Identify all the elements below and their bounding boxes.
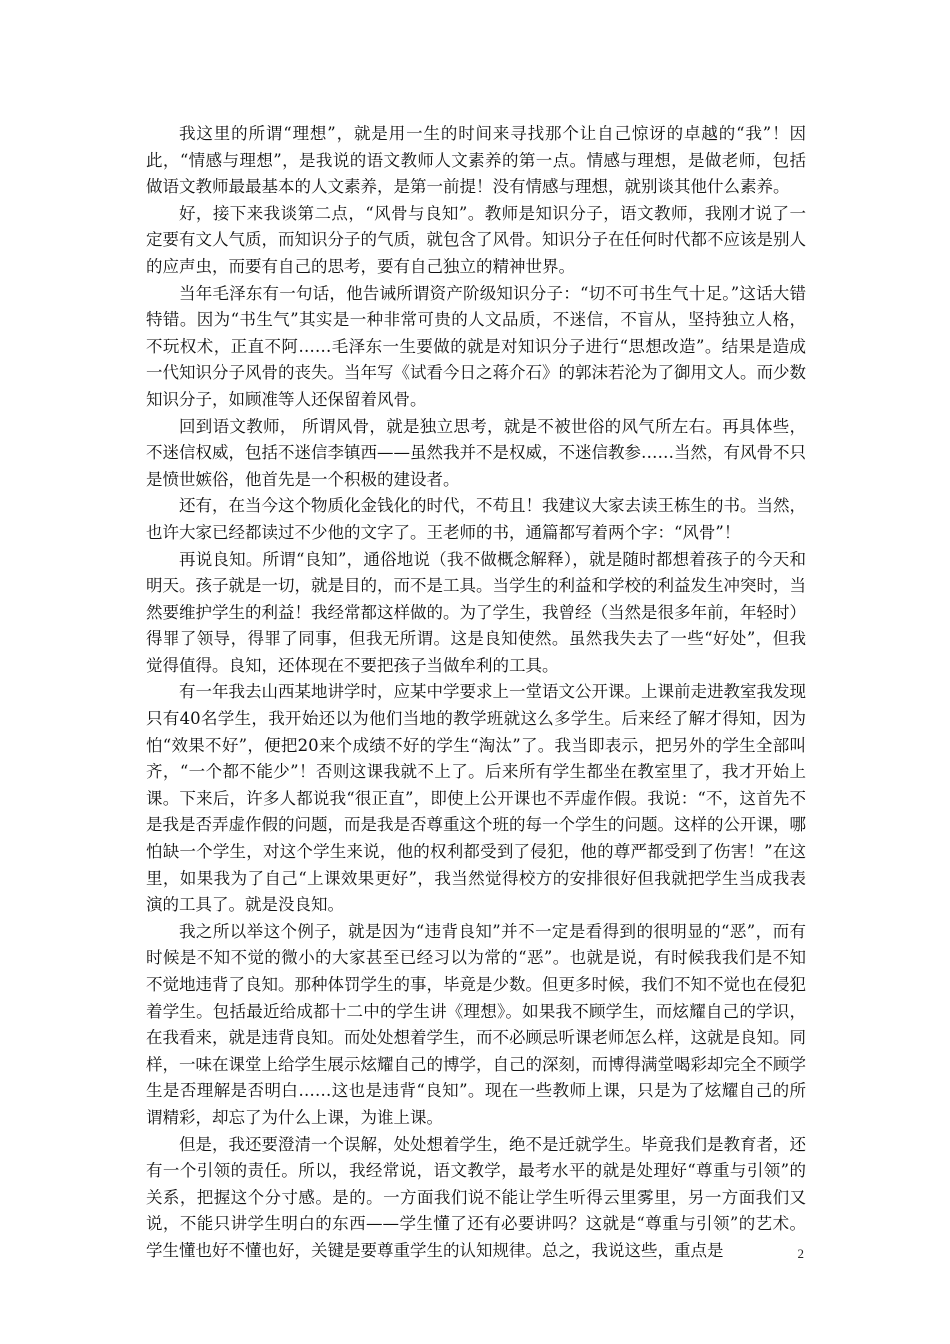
paragraph-8: 我之所以举这个例子，就是因为“违背良知”并不一定是看得到的很明显的“恶”，而有时候是不知不觉的微小的大家甚至已经习以为常的“恶”。也就是说，有时候我我们是不知不觉地违背了良知。那种体罚学生的事，毕竟是少数。但更多时候，我们不知不觉也在侵犯着学生。包括最近给成都十二中的学生讲《理想》。如果我不顾学生，而炫耀自己的学识，在我看来，就是违背良知。而处处想着学生，而不必顾忌听课老师怎么样，这就是良知。同样，一味在课堂上给学生展示炫耀自己的博学，自己的深刻，而博得满堂喝彩却完全不顾学生是否理解是否明白……这也是违背“良知”。现在一些教师上课，只是为了炫耀自己的所谓精彩，却忘了为什么上课，为谁上课。 xyxy=(146,921,806,1127)
paragraph-3: 当年毛泽东有一句话，他告诫所谓资产阶级知识分子：“切不可书生气十足。”这话大错特错。因为“书生气”其实是一种非常可贵的人文品质，不迷信，不盲从，坚持独立人格，不玩权术，正直不阿……毛泽东一生要做的就是对知识分子进行“思想改造”。结果是造成一代知识分子风骨的丧失。当年写《试看今日之蒋介石》的郭沫若沦为了御用文人。而少数知识分子，如顾准等人还保留着风骨。 xyxy=(146,283,806,409)
page-number: 2 xyxy=(797,1246,804,1261)
paragraph-9: 但是，我还要澄清一个误解，处处想着学生，绝不是迁就学生。毕竟我们是教育者，还有一个引领的责任。所以，我经常说，语文教学，最考水平的就是处理好“尊重与引领”的关系，把握这个分寸感。是的。一方面我们说不能让学生听得云里雾里，另一方面我们又说，不能只讲学生明白的东西——学生懂了还有必要讲吗？这就是“尊重与引领”的艺术。学生懂也好不懂也好，关键是要尊重学生的认知规律。总之，我说这些，重点是 xyxy=(146,1134,806,1260)
paragraph-4: 回到语文教师， 所谓风骨，就是独立思考，就是不被世俗的风气所左右。再具体些，不迷信权威，包括不迷信李镇西——虽然我并不是权威，不迷信教参……当然，有风骨不只是愤世嫉俗，他首先是一个积极的建设者。 xyxy=(146,416,806,489)
paragraph-7: 有一年我去山西某地讲学时，应某中学要求上一堂语文公开课。上课前走进教室我发现只有40名学生，我开始还以为他们当地的教学班就这么多学生。后来经了解才得知，因为怕“效果不好”，便把20来个成绩不好的学生“淘汰”了。我当即表示，把另外的学生全部叫齐，“一个都不能少”！否则这课我就不上了。后来所有学生都坐在教室里了，我才开始上课。下来后，许多人都说我“很正直”，即使上公开课也不弄虚作假。我说：“不，这首先不是我是否弄虚作假的问题，而是我是否尊重这个班的每一个学生的问题。这样的公开课，哪怕缺一个学生，对这个学生来说，他的权利都受到了侵犯，他的尊严都受到了伤害！”在这里，如果我为了自己“上课效果更好”，我当然觉得校方的安排很好但我就把学生当成我表演的工具了。就是没良知。 xyxy=(146,682,806,915)
paragraph-5: 还有，在当今这个物质化金钱化的时代，不苟且！我建议大家去读王栋生的书。当然，也许大家已经都读过不少他的文字了。王老师的书，通篇都写着两个字：“风骨”！ xyxy=(146,496,806,542)
body-text xyxy=(146,121,806,1265)
paragraph-2: 好，接下来我谈第二点，“风骨与良知”。教师是知识分子，语文教师，我刚才说了一定要有文人气质，而知识分子的气质，就包含了风骨。知识分子在任何时代都不应该是别人的应声虫，而要有自己的思考，要有自己独立的精神世界。 xyxy=(146,203,806,276)
paragraph-1: 我这里的所谓“理想”，就是用一生的时间来寻找那个让自己惊讶的卓越的“我”！因此，“情感与理想”，是我说的语文教师人文素养的第一点。情感与理想，是做老师，包括做语文教师最最基本的人文素养，是第一前提！没有情感与理想，就别谈其他什么素养。 xyxy=(146,124,806,197)
paragraph-6: 再说良知。所谓“良知”，通俗地说（我不做概念解释），就是随时都想着孩子的今天和明天。孩子就是一切，就是目的，而不是工具。当学生的利益和学校的利益发生冲突时，当然要维护学生的利益！我经常都这样做的。为了学生，我曾经（当然是很多年前，年轻时）得罪了领导，得罪了同事，但我无所谓。这是良知使然。虽然我失去了一些“好处”，但我觉得值得。良知，还体现在不要把孩子当做牟利的工具。 xyxy=(146,549,806,675)
